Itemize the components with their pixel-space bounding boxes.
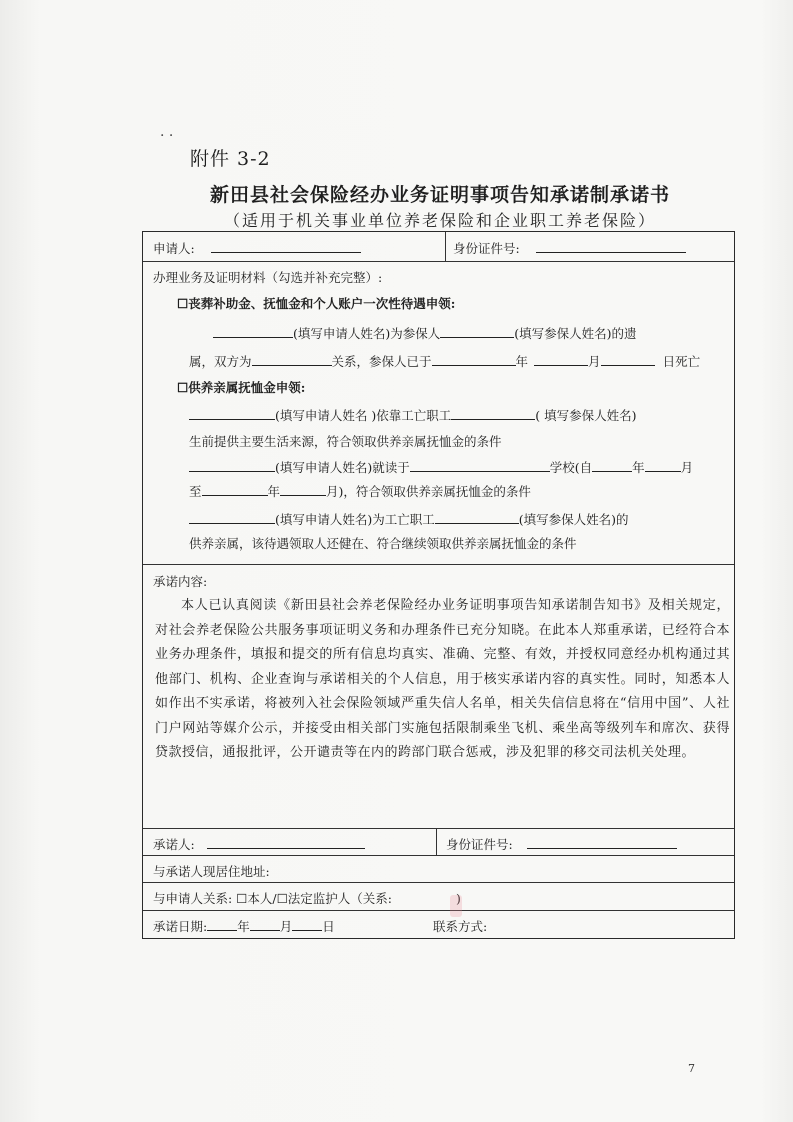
to-month-blank[interactable] [280, 483, 326, 496]
to-label: 至 [189, 484, 202, 499]
relation-close: ) [456, 891, 461, 906]
s2-dependent-hint: (填写申请人姓名)为工亡职工 [275, 512, 435, 527]
year-label: 年 [632, 460, 645, 475]
date-year-blank[interactable] [207, 918, 237, 931]
commitment-heading: 承诺内容: [153, 574, 208, 589]
to-year-blank[interactable] [202, 483, 268, 496]
year-label: 年 [515, 354, 529, 369]
applicant-id-field[interactable] [453, 239, 686, 257]
date-day-label: 日 [322, 919, 335, 934]
document-subtitle: （适用于机关事业单位养老保险和企业职工养老保险） [223, 211, 656, 230]
promisor-label: 承诺人: [153, 837, 195, 852]
row-divider [143, 261, 734, 262]
document-title: 新田县社会保险经办业务证明事项告知承诺制承诺书 [209, 184, 670, 206]
s1-relation-prefix: 属，双方为 [189, 354, 252, 369]
s1-insured-hint: (填写参保人姓名)的遗 [514, 326, 637, 341]
applicant-blank[interactable] [211, 240, 361, 253]
s1-insured-blank[interactable] [440, 325, 514, 338]
commitment-body: 本人已认真阅读《新田县社会养老保险经办业务证明事项告知承诺制告知书》及相关规定，对社会养老保险公共服务事项证明义务和办理条件已充分知晓。在此本人郑重承诺，已经符合本业务办理条件，填报和提交的所有信息均真实、准确、完整、有效，并授权同意经办机构通过其他部门、机构、企业查询与承诺相关的个人信息，用于核实承诺内容的真实性。同时，知悉本人如作出不实承诺，将被列入社会保险领域严重失信人名单，相关失信信息将在“信用中国”、人社门户网站等媒介公示，并接受由相关部门实施包括限制乘坐飞机、乘坐高等级列车和席次、获得贷款授信，通报批评，公开谴责等在内的跨部门联合惩戒，涉及犯罪的移交司法机关处理。 [155, 598, 730, 760]
s2-line1 [189, 406, 636, 424]
relation-checkboxes[interactable]: 与申请人关系: ☐本人/☐法定监护人（关系: [153, 891, 393, 906]
from-year-blank[interactable] [592, 459, 632, 472]
s2-worker-hint: (填写参保人姓名)的 [518, 512, 629, 527]
s1-line1 [213, 324, 637, 342]
s1-death-prefix: 关系，参保人已于 [331, 354, 432, 369]
death-month-blank[interactable] [534, 353, 588, 366]
row-divider [143, 882, 734, 883]
date-field[interactable] [153, 917, 335, 935]
attachment-number: 附件 3-2 [190, 148, 271, 170]
commitment-form-table [142, 231, 735, 939]
checkbox-funeral-subsidy[interactable]: ☐丧葬补助金、抚恤金和个人账户一次性待遇申领: [177, 296, 456, 311]
applicant-field[interactable] [153, 239, 361, 257]
date-month-label: 月 [279, 919, 293, 934]
relation-field[interactable] [153, 889, 461, 907]
date-year-label: 年 [237, 919, 250, 934]
s2-student-blank[interactable] [189, 459, 275, 472]
s2-worker-blank[interactable] [435, 511, 519, 524]
s2-line4 [189, 482, 531, 500]
business-heading: 办理业务及证明材料（勾选并补充完整）: [153, 270, 383, 285]
s1-relation-blank[interactable] [252, 353, 332, 366]
month-label: 月 [588, 354, 601, 369]
death-day-blank[interactable] [601, 353, 655, 366]
scan-dots: · · [160, 128, 174, 144]
s2-student-hint: (填写申请人姓名)就读于 [275, 460, 410, 475]
s2-line6: 供养亲属，该待遇领取人还健在、符合继续领取供养亲属抚恤金的条件 [189, 536, 577, 551]
death-year-blank[interactable] [432, 353, 516, 366]
year-label: 年 [267, 484, 281, 499]
s2-insured-hint: ( 填写参保人姓名) [535, 408, 637, 423]
date-day-blank[interactable] [292, 918, 322, 931]
s2-applicant-blank[interactable] [189, 407, 275, 420]
date-label: 承诺日期: [153, 919, 208, 934]
school-blank[interactable] [410, 459, 550, 472]
row-divider [143, 910, 734, 911]
s2-applicant-hint: (填写申请人姓名 )依靠工亡职工 [275, 408, 452, 423]
promisor-id-field[interactable] [446, 835, 677, 853]
promisor-id-label: 身份证件号: [446, 837, 513, 852]
from-month-blank[interactable] [645, 459, 681, 472]
contact-field[interactable]: 联系方式: [433, 919, 488, 934]
applicant-label: 申请人: [153, 241, 195, 256]
address-field[interactable]: 与承诺人现居住地址: [153, 864, 270, 879]
month-label: 月 [680, 460, 694, 475]
page-number: 7 [688, 1062, 695, 1075]
s2-dependent-blank[interactable] [189, 511, 275, 524]
s2-line4-suffix: 月)，符合领取供养亲属抚恤金的条件 [326, 484, 531, 499]
row-divider [143, 564, 734, 565]
promisor-id-blank[interactable] [527, 836, 677, 849]
row-divider [143, 828, 734, 829]
promisor-blank[interactable] [207, 836, 365, 849]
row-divider [143, 855, 734, 856]
checkbox-dependent-pension[interactable]: ☐供养亲属抚恤金申领: [177, 380, 306, 395]
s1-line2 [189, 352, 700, 370]
school-from-label: 学校(自 [549, 460, 593, 475]
date-month-blank[interactable] [250, 918, 280, 931]
column-divider [445, 232, 446, 261]
death-day-label: 日死亡 [662, 354, 701, 369]
s1-applicant-hint: (填写申请人姓名)为参保人 [293, 326, 441, 341]
s2-insured-blank[interactable] [451, 407, 535, 420]
applicant-id-blank[interactable] [536, 240, 686, 253]
s2-line5 [189, 510, 629, 528]
s1-applicant-blank[interactable] [213, 325, 293, 338]
s2-line3 [189, 458, 693, 476]
s2-line2: 生前提供主要生活来源，符合领取供养亲属抚恤金的条件 [189, 434, 502, 449]
red-ink-mark [450, 895, 462, 917]
column-divider [436, 828, 437, 855]
applicant-id-label: 身份证件号: [453, 241, 520, 256]
promisor-field[interactable] [153, 835, 365, 853]
